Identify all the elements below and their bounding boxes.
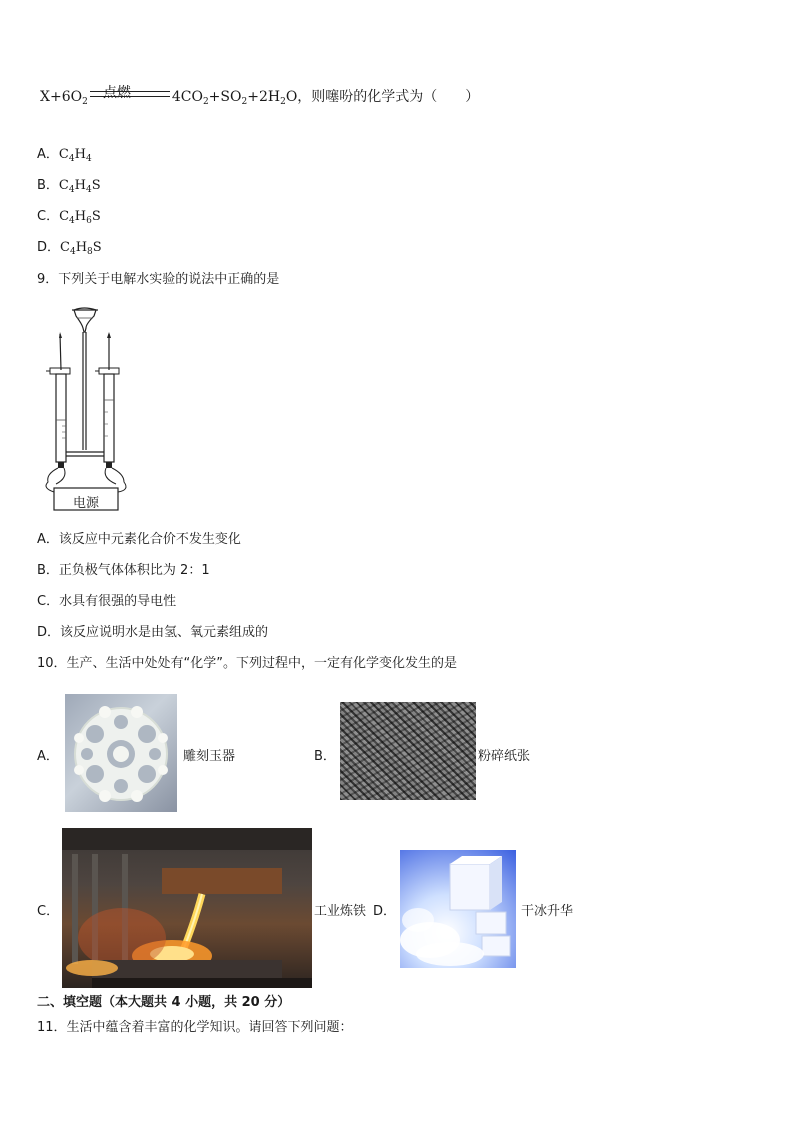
- q8-option-a[interactable]: A．$C_4H_4$: [37, 147, 92, 164]
- dry-ice-drawing: [400, 850, 516, 968]
- q8-option-c[interactable]: C．$C_4H_6S$: [37, 209, 101, 226]
- dry-ice-image: [400, 850, 516, 968]
- eq-x: X: [40, 89, 50, 105]
- iron-smelting-image: [62, 828, 312, 988]
- chemical-equation: 点燃 $X+6O_2$ $4CO_2+SO_2+2H_2O$，则噻吩的化学式为（ ）: [40, 86, 479, 106]
- q9-option-b[interactable]: B．正负极气体体积比为 2：1: [37, 563, 210, 578]
- section-title: 二、填空题（本大题共 4 小题，共 20 分）: [37, 995, 291, 1010]
- q11-stem: 11．生活中蕴含着丰富的化学知识。请回答下列问题：: [37, 1020, 353, 1035]
- jade-carving-image: [65, 694, 177, 812]
- q10-option-a-label: 雕刻玉器: [183, 749, 236, 764]
- q9-stem: 9．下列关于电解水实验的说法中正确的是: [37, 272, 280, 287]
- q10-option-a-letter[interactable]: A．: [37, 749, 59, 764]
- q10-stem: 10．生产、生活中处处有“化学”。下列过程中，一定有化学变化发生的是: [37, 656, 458, 671]
- q9-option-c[interactable]: C．水具有很强的导电性: [37, 594, 177, 609]
- q10-option-c-letter[interactable]: C．: [37, 904, 60, 919]
- q9-option-a[interactable]: A．该反应中元素化合价不发生变化: [37, 532, 241, 547]
- electrolysis-apparatus-diagram: [38, 302, 138, 516]
- q9-option-d[interactable]: D．该反应说明水是由氢、氧元素组成的: [37, 625, 269, 640]
- iron-smelting-drawing: [62, 828, 312, 988]
- q10-option-d-label: 干冰升华: [521, 904, 574, 919]
- q10-option-d-letter[interactable]: D．: [373, 904, 397, 919]
- reaction-condition: 点燃: [103, 85, 131, 101]
- q10-option-c-label: 工业炼铁: [314, 904, 367, 919]
- q8-option-b[interactable]: B．$C_4H_4S$: [37, 178, 101, 195]
- q10-option-b-label: 粉碎纸张: [478, 749, 531, 764]
- q10-option-b-letter[interactable]: B．: [314, 749, 336, 764]
- power-source-label: 电源: [72, 496, 99, 511]
- jade-carving-drawing: [65, 694, 177, 812]
- q8-option-d[interactable]: D．$C_4H_8S$: [37, 240, 102, 257]
- shredded-paper-image: [340, 702, 476, 800]
